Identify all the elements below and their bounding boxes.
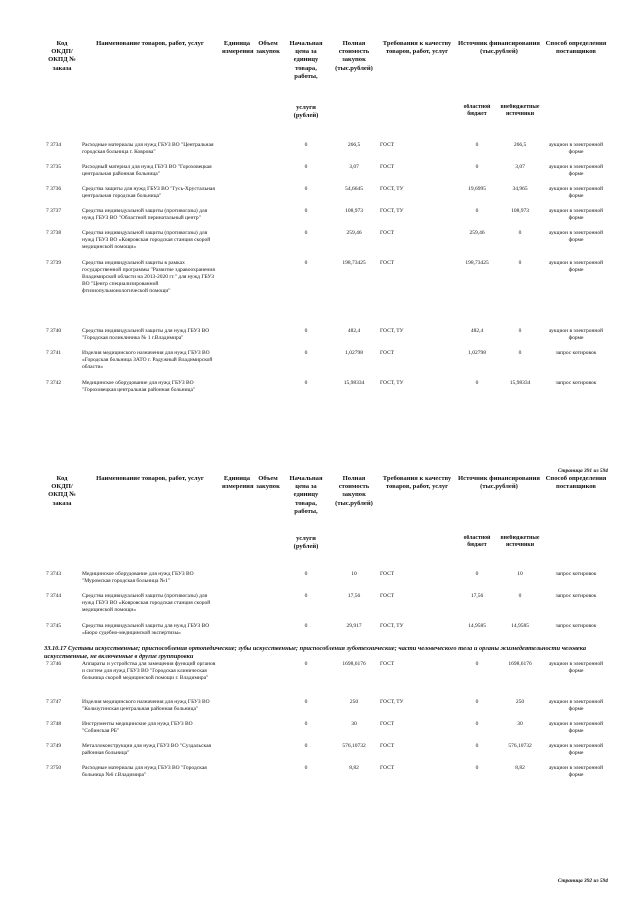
table-row [44,260,610,328]
row-unit [220,721,254,743]
row-unit [220,230,254,260]
row-price: 0 [304,260,308,266]
row-method: аукцион в электронной форме [548,208,604,222]
row-source-offbudget: 1698,6176 [508,661,532,667]
row-code: 7 3739 [46,260,62,266]
header-cost: Полная стоимость закупок (тыс.рублей) [335,475,373,507]
header-source-offbudget: внебюджетные источники [500,535,540,548]
header-name: Наименование товаров, работ, услуг [96,475,204,482]
row-name: Средства индивидуальной защиты для нужд ГБУЗ ВО «Бюро судебно-медицинской экспертизы» [82,623,210,637]
row-source-offbudget: 0 [518,350,522,356]
row-source-offbudget: 10 [517,571,523,577]
table-body [44,142,610,402]
row-unit [220,593,254,623]
row-requirements: ГОСТ [380,743,395,749]
row-source-offbudget: 0 [518,593,522,599]
row-cost: 30 [351,721,357,727]
row-method: аукцион в электронной форме [548,142,604,156]
row-requirements: ГОСТ [380,142,395,148]
table-row [44,743,610,765]
row-source-regional: 0 [475,571,479,577]
row-source-regional: 0 [475,164,479,170]
row-source-regional: 0 [475,699,479,705]
row-unit [220,661,254,699]
header-source: Источник финансирования (тыс.рублей) [458,40,540,56]
row-price: 0 [304,661,308,667]
row-unit [220,164,254,186]
row-volume [254,230,282,260]
procurement-table-page-391 [44,40,610,402]
table-row [44,571,610,593]
row-method: запрос котировок [555,350,597,356]
table-body [44,661,610,787]
row-source-offbudget: 15,98334 [509,380,531,386]
row-requirements: ГОСТ, ТУ [380,328,404,334]
row-requirements: ГОСТ [380,571,395,577]
row-volume [254,571,282,593]
row-unit [220,765,254,787]
row-code: 7 3743 [46,571,62,577]
row-name: Медицинское оборудование для нужд ГБУЗ ВО "Гороховецкая центральная районная больница" [82,380,196,394]
table-header [44,40,610,142]
page-footer: Страница 391 из 594 [557,468,608,474]
row-source-offbudget: 0 [518,328,522,334]
row-source-offbudget: 8,82 [515,765,525,771]
row-requirements: ГОСТ, ТУ [380,699,404,705]
row-requirements: ГОСТ [380,260,395,266]
row-source-offbudget: 0 [518,260,522,266]
row-volume [254,328,282,350]
row-unit [220,186,254,208]
header-method: Способ определения поставщиков [545,475,607,491]
header-requirements: Требования к качеству товаров, работ, услуг [382,475,452,491]
row-method: аукцион в электронной форме [548,721,604,735]
row-price: 0 [304,623,308,629]
row-requirements: ГОСТ [380,350,395,356]
row-unit [220,380,254,402]
row-source-regional: 259,46 [469,230,485,236]
row-method: аукцион в электронной форме [548,743,604,757]
table-row [44,328,610,350]
procurement-table-page-392 [44,475,610,787]
table-row [44,164,610,186]
row-cost: 576,10732 [342,743,366,749]
row-requirements: ГОСТ, ТУ [380,623,404,629]
row-method: запрос котировок [555,623,597,629]
page-footer: Страница 392 из 594 [557,878,608,884]
row-volume [254,593,282,623]
row-source-offbudget: 0 [518,230,522,236]
row-name: Расходные материалы для нужд ГБУЗ ВО "Центральная городская больница г. Коврова" [82,142,214,156]
row-cost: 1698,6176 [342,661,366,667]
row-code: 7 3734 [46,142,62,148]
row-cost: 259,46 [346,230,362,236]
header-source-offbudget: внебюджетные источники [500,104,540,117]
row-volume [254,743,282,765]
row-price: 0 [304,699,308,705]
row-source-regional: 19,6995 [468,186,486,192]
row-name: Средства индивидуальной защиты (противогазы) для нужд ГБУЗ ВО «Ковровская городская станция скорой медицинской помощи» [82,230,211,251]
row-volume [254,623,282,645]
row-method: аукцион в электронной форме [548,230,604,244]
table-row [44,230,610,260]
row-price: 0 [304,571,308,577]
table-row [44,623,610,645]
row-name: Инструменты медицинские для нужд ГБУЗ ВО "Собинская РБ" [82,721,193,735]
row-name: Металлоконструкции для нужд ГБУЗ ВО "Суздальская районная больница" [82,743,212,757]
row-unit [220,623,254,645]
row-method: запрос котировок [555,380,597,386]
row-price: 0 [304,142,308,148]
table-row [44,699,610,721]
row-requirements: ГОСТ [380,593,395,599]
table-row [44,186,610,208]
row-source-regional: 0 [475,142,479,148]
row-price: 0 [304,593,308,599]
row-name: Средства индивидуальной защиты для нужд ГБУЗ ВО "Городская поликлиника № 1 г.Владимира" [82,328,210,342]
row-method: аукцион в электронной форме [548,164,604,178]
row-code: 7 3747 [46,699,62,705]
row-price: 0 [304,186,308,192]
section-heading: 33.10.17 Суставы искусственные; приспособления ортопедические; зубы искусственные; приспособления зуботехнические; части человеческого тела и органы жизнедеятельности человека искусственные, не включенные в другие группировки [44,645,587,660]
row-source-regional: 0 [475,380,479,386]
row-code: 7 3745 [46,623,62,629]
row-source-offbudget: 250 [515,699,525,705]
row-source-offbudget: 108,973 [511,208,529,214]
table-row [44,208,610,230]
row-unit [220,260,254,328]
row-requirements: ГОСТ [380,661,395,667]
row-price: 0 [304,765,308,771]
row-name: Расходный материал для нужд ГБУЗ ВО "Гороховецкая центральная районная больница" [82,164,212,178]
row-code: 7 3742 [46,380,62,386]
header-code: Код ОКДП/ ОКПД № заказа [48,40,76,72]
row-price: 0 [304,230,308,236]
row-method: запрос котировок [555,593,597,599]
row-price: 0 [304,328,308,334]
row-source-regional: 0 [475,743,479,749]
row-code: 7 3735 [46,164,62,170]
row-source-offbudget: 576,10732 [508,743,532,749]
row-method: аукцион в электронной форме [548,328,604,342]
row-source-offbudget: 266,5 [513,142,527,148]
row-method: аукцион в электронной форме [548,260,604,274]
header-unit: Единица измерения [222,475,254,491]
row-code: 7 3738 [46,230,62,236]
row-method: аукцион в электронной форме [548,699,604,713]
header-cost: Полная стоимость закупок (тыс.рублей) [335,40,373,72]
table-body [44,571,610,645]
row-method: аукцион в электронной форме [548,186,604,200]
table-row [44,721,610,743]
row-source-offbudget: 30 [517,721,523,727]
row-cost: 8,82 [349,765,359,771]
row-requirements: ГОСТ, ТУ [380,208,404,214]
row-name: Аппараты и устройства для замещения функций органов и систем для нужд ГБУЗ ВО "Городская клиническая больница скорой медицинской помощи г. Владимира" [82,661,216,682]
section-group [44,645,610,661]
row-requirements: ГОСТ [380,765,395,771]
row-cost: 482,4 [347,328,361,334]
row-name: Расходные материалы для нужд ГБУЗ ВО "Городская больница №6 г.Владимира" [82,765,207,779]
row-source-offbudget: 14,9585 [511,623,529,629]
row-volume [254,765,282,787]
row-volume [254,699,282,721]
row-price: 0 [304,208,308,214]
row-code: 7 3750 [46,765,62,771]
row-volume [254,380,282,402]
row-unit [220,328,254,350]
row-cost: 54,6645 [345,186,363,192]
row-unit [220,743,254,765]
row-code: 7 3748 [46,721,62,727]
header-volume: Объем закупок [256,40,280,56]
row-name: Средства индивидуальной защиты в рамках государственной программы "Развитие здравоохранения Владимирской области на 2013-2020 гг." для нужд ГБУЗ ВО "Центр специализированной фтизиопульмонологической помощи" [82,260,215,295]
row-code: 7 3744 [46,593,62,599]
header-method: Способ определения поставщиков [545,40,607,56]
header-price-cont: услуги (рублей) [293,535,319,550]
row-volume [254,186,282,208]
row-code: 7 3741 [46,350,62,356]
row-code: 7 3737 [46,208,62,214]
row-name: Изделия медицинского назначения для нужд ГБУЗ ВО "Кольчугинская центральная районная больница" [82,699,210,713]
row-volume [254,350,282,380]
row-source-regional: 17,56 [470,593,484,599]
row-cost: 3,07 [349,164,359,170]
row-source-regional: 0 [475,721,479,727]
row-price: 0 [304,743,308,749]
header-volume: Объем закупок [256,475,280,491]
row-requirements: ГОСТ, ТУ [380,380,404,386]
row-cost: 108,973 [345,208,363,214]
row-code: 7 3740 [46,328,62,334]
row-requirements: ГОСТ, ТУ [380,186,404,192]
row-source-regional: 0 [475,661,479,667]
row-name: Средства индивидуальной защиты (противогазы) для нужд ГБУЗ ВО «Ковровская городская станция скорой медицинской помощи» [82,593,211,614]
row-cost: 266,5 [347,142,361,148]
table-row [44,380,610,402]
row-name: Изделия медицинского назначения для нужд ГБУЗ ВО «Городская больница ЗАТО г. Радужный Владимирской области» [82,350,213,371]
row-code: 7 3746 [46,661,62,667]
row-source-regional: 198,73425 [465,260,489,266]
row-code: 7 3736 [46,186,62,192]
row-source-regional: 1,02798 [468,350,486,356]
row-volume [254,164,282,186]
row-name: Средства защиты для нужд ГБУЗ ВО "Гусь-Хрустальная центральная городская больница" [82,186,215,200]
row-volume [254,142,282,164]
header-source-regional: областной бюджет [463,104,491,117]
row-unit [220,571,254,593]
row-unit [220,699,254,721]
row-method: запрос котировок [555,571,597,577]
row-unit [220,208,254,230]
row-volume [254,260,282,328]
table-header [44,475,610,571]
header-name: Наименование товаров, работ, услуг [96,40,204,47]
table-row [44,593,610,623]
header-source-regional: областной бюджет [463,535,491,548]
header-unit: Единица измерения [222,40,254,56]
header-price-cont: услуги (рублей) [293,104,319,119]
row-requirements: ГОСТ [380,721,395,727]
table-row [44,142,610,164]
row-source-regional: 0 [475,765,479,771]
row-source-regional: 14,9585 [468,623,486,629]
row-source-offbudget: 3,07 [515,164,525,170]
row-price: 0 [304,721,308,727]
row-volume [254,721,282,743]
row-source-offbudget: 34,965 [512,186,528,192]
row-unit [220,350,254,380]
row-cost: 250 [349,699,359,705]
table-row [44,661,610,699]
header-price: Начальная цена за единицу товара, работы, [289,40,323,80]
row-source-regional: 482,4 [470,328,484,334]
row-code: 7 3749 [46,743,62,749]
header-price: Начальная цена за единицу товара, работы, [289,475,323,515]
row-requirements: ГОСТ [380,230,395,236]
row-volume [254,208,282,230]
row-cost: 17,56 [347,593,361,599]
table-row [44,350,610,380]
row-method: аукцион в электронной форме [548,661,604,675]
row-name: Средства индивидуальной защиты (противогазы) для нужд ГБУЗ ВО "Областной перинатальный центр" [82,208,208,222]
row-source-regional: 0 [475,208,479,214]
row-price: 0 [304,380,308,386]
row-volume [254,661,282,699]
row-cost: 29,917 [346,623,362,629]
row-price: 0 [304,164,308,170]
table-row [44,765,610,787]
row-cost: 1,02798 [345,350,363,356]
row-name: Медицинское оборудование для нужд ГБУЗ ВО "Муромская городская больница №1" [82,571,194,585]
row-cost: 15,98334 [343,380,365,386]
row-unit [220,142,254,164]
header-code: Код ОКДП/ ОКПД № заказа [48,475,76,507]
row-requirements: ГОСТ [380,164,395,170]
header-source: Источник финансирования (тыс.рублей) [458,475,540,491]
row-price: 0 [304,350,308,356]
row-cost: 10 [351,571,357,577]
row-method: аукцион в электронной форме [548,765,604,779]
header-requirements: Требования к качеству товаров, работ, услуг [382,40,452,56]
row-cost: 198,73425 [342,260,366,266]
